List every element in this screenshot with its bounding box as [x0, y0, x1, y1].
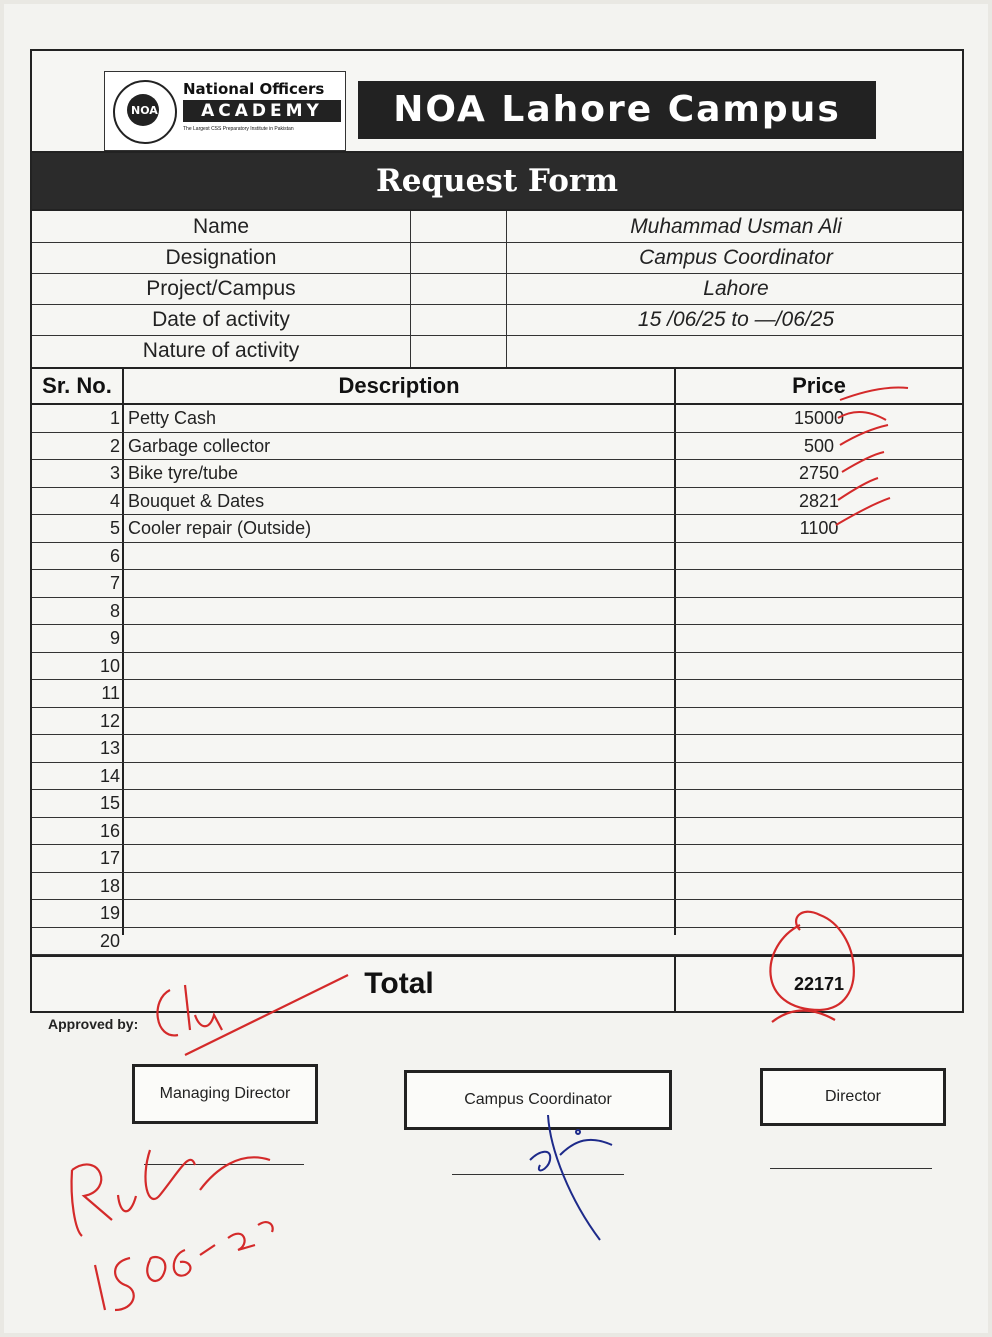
info-row [32, 304, 962, 336]
info-value: 15 /06/25 to —/06/25 [637, 308, 835, 331]
table-row [32, 570, 962, 598]
table-row [32, 873, 962, 901]
sr-no-cell: 9 [109, 628, 120, 648]
campus-coordinator-label: Campus Coordinator [464, 1091, 612, 1108]
table-row [32, 735, 962, 763]
table-row [32, 460, 962, 488]
paper-sheet [4, 4, 988, 1333]
info-row [32, 242, 962, 274]
total-row [32, 955, 962, 1011]
sr-no-cell: 13 [99, 738, 120, 758]
managing-director-box [132, 1064, 318, 1124]
info-label: Name [192, 215, 250, 238]
sr-no-cell: 15 [99, 793, 120, 813]
org-tagline: The Largest CSS Preparatory Institute in Pakistan [183, 126, 294, 132]
table-row [32, 845, 962, 873]
info-value: Campus Coordinator [639, 246, 833, 269]
director-signature-line [770, 1168, 932, 1169]
sr-no-cell: 11 [101, 683, 120, 703]
sr-no-cell: 7 [109, 573, 120, 593]
org-name: National Officers [183, 80, 325, 98]
blue-signature [530, 1115, 612, 1240]
approved-by-label: Approved by: [48, 1016, 139, 1032]
info-value: Muhammad Usman Ali [630, 215, 842, 238]
sr-no-header: Sr. No. [42, 373, 112, 398]
table-row [32, 625, 962, 653]
table-row [32, 433, 962, 461]
price-cell: 500 [803, 435, 835, 456]
sr-no-cell: 3 [109, 463, 120, 483]
director-box [760, 1068, 946, 1126]
table-row [32, 598, 962, 626]
sr-no-cell: 10 [99, 655, 120, 676]
sr-no-cell: 5 [109, 518, 120, 538]
info-value: Lahore [703, 277, 769, 300]
academy-seal-icon [113, 80, 177, 144]
items-table-header [32, 369, 962, 405]
total-value: 22171 [793, 974, 845, 994]
description-cell: Petty Cash [128, 408, 217, 428]
total-label: Total [364, 967, 434, 1000]
description-cell: Garbage collector [128, 435, 271, 456]
sr-no-cell: 4 [109, 490, 120, 511]
info-label: Designation [165, 246, 277, 269]
table-row [32, 708, 962, 736]
items-table-body [32, 405, 962, 955]
info-label: Nature of activity [142, 339, 300, 362]
red-signature-and-date [72, 1150, 273, 1310]
info-label: Project/Campus [146, 277, 296, 300]
sr-no-cell: 8 [109, 600, 120, 621]
md-signature-line [144, 1164, 304, 1165]
org-academy: ACADEMY [183, 100, 341, 122]
info-row [32, 273, 962, 305]
info-row [32, 335, 962, 366]
sr-no-cell: 1 [109, 408, 120, 428]
price-cell: 2821 [798, 490, 840, 511]
sr-no-cell: 12 [99, 710, 120, 731]
description-cell: Bouquet & Dates [128, 490, 265, 511]
description-cell: Cooler repair (Outside) [128, 518, 312, 538]
table-row [32, 653, 962, 681]
managing-director-label: Managing Director [159, 1085, 291, 1102]
info-row [32, 211, 962, 243]
price-cell: 15000 [793, 408, 845, 428]
campus-title: NOA Lahore Campus [358, 81, 876, 139]
table-row [32, 790, 962, 818]
table-row [32, 543, 962, 571]
cc-signature-line [452, 1174, 624, 1175]
campus-coordinator-box [404, 1070, 672, 1130]
director-label: Director [824, 1088, 881, 1105]
form-title: Request Form [32, 153, 962, 211]
sr-no-cell: 2 [109, 435, 120, 456]
seal-text: NOA [131, 104, 158, 117]
form-header [32, 51, 962, 153]
sr-no-cell: 19 [99, 903, 120, 923]
table-row [32, 928, 962, 956]
description-header: Description [338, 373, 460, 398]
table-row [32, 818, 962, 846]
table-row [32, 488, 962, 516]
sr-no-cell: 16 [99, 820, 120, 841]
description-cell: Bike tyre/tube [128, 463, 239, 483]
sr-no-cell: 17 [99, 848, 120, 868]
table-row [32, 763, 962, 791]
sr-no-cell: 18 [99, 875, 120, 896]
price-header: Price [792, 373, 846, 398]
table-row [32, 900, 962, 928]
sr-no-cell: 6 [109, 545, 120, 566]
info-label: Date of activity [152, 308, 290, 331]
table-row [32, 680, 962, 708]
sr-no-cell: 14 [99, 765, 120, 786]
request-form [30, 49, 964, 1013]
table-row [32, 515, 962, 543]
info-section [32, 211, 962, 369]
price-cell: 2750 [798, 463, 840, 483]
price-cell: 1100 [799, 518, 839, 538]
academy-logo [104, 71, 346, 151]
table-row [32, 405, 962, 433]
sr-no-cell: 20 [99, 930, 120, 951]
